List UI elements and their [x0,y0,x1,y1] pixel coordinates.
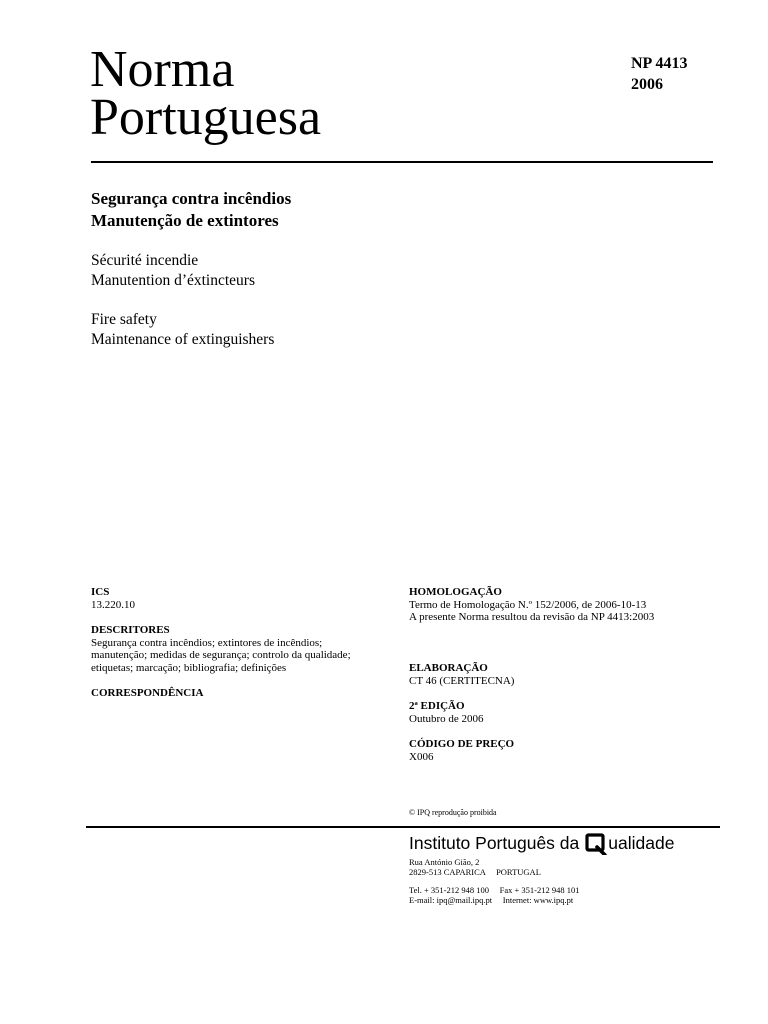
ics-section [91,586,135,611]
q-logo-icon [585,833,607,855]
price-code-section [409,738,514,763]
descriptors-line-2: manutenção; medidas de segurança; controlo da qualidade; [91,649,351,661]
price-code-label: CÓDIGO DE PREÇO [409,738,515,750]
standard-number: NP 4413 [631,55,688,72]
contact-line-1: Tel. + 351-212 948 100 Fax + 351-212 948 101 [409,885,580,895]
pt-title-line-2: Manutenção de extintores [91,211,279,230]
correspondence-label: CORRESPONDÊNCIA [91,687,204,699]
institute-logo [409,831,674,855]
footer-divider [86,826,720,828]
edition-section [409,700,484,725]
homologation-line-2: A presente Norma resultou da revisão da NP 4413:2003 [409,611,655,623]
ics-value: 13.220.10 [91,598,135,611]
homologation-line-1: Termo de Homologação N.º 152/2006, de 2006-10-13 [409,598,647,611]
elaboration-label: ELABORAÇÃO [409,662,488,674]
correspondence-section [91,687,203,700]
descriptors-line-3: etiquetas; marcação; bibliografia; definições [91,661,287,674]
elaboration-value: CT 46 (CERTITECNA) [409,674,515,687]
title-line-1: Norma [90,41,235,98]
standard-year: 2006 [631,76,663,93]
fr-title-line-2: Manutention d’éxtincteurs [91,272,255,289]
descriptors-line-1: Segurança contra incêndios; extintores de incêndios; [91,636,323,649]
ics-label: ICS [91,586,110,598]
descriptors-label: DESCRITORES [91,624,170,636]
copyright-notice: © IPQ reprodução proibida [409,808,497,817]
address-line-2: 2829-513 CAPARICA PORTUGAL [409,867,541,877]
pt-title-line-1: Segurança contra incêndios [91,189,292,208]
institute-address [409,857,541,877]
edition-label: 2ª EDIÇÃO [409,700,465,712]
fr-title-line-1: Sécurité incendie [91,252,199,269]
french-title [91,251,255,291]
elaboration-section [409,662,514,687]
institute-name-end: ualidade [608,833,675,853]
homologation-section [409,586,654,624]
header-divider [91,161,713,163]
english-title [91,310,274,350]
standard-reference [631,53,687,95]
contact-line-2: E-mail: ipq@mail.ipq.pt Internet: www.ipq.pt [409,895,574,905]
institute-name-start: Instituto Português da [409,833,580,853]
page-title [90,41,322,146]
price-code-value: X006 [409,750,434,763]
edition-value: Outubro de 2006 [409,712,484,725]
title-line-2: Portuguesa [90,89,322,146]
en-title-line-1: Fire safety [91,311,157,328]
descriptors-section [91,624,391,674]
homologation-label: HOMOLOGAÇÃO [409,586,502,598]
institute-contacts [409,885,579,905]
en-title-line-2: Maintenance of extinguishers [91,331,275,348]
address-line-1: Rua António Gião, 2 [409,857,480,867]
portuguese-title [91,188,291,232]
